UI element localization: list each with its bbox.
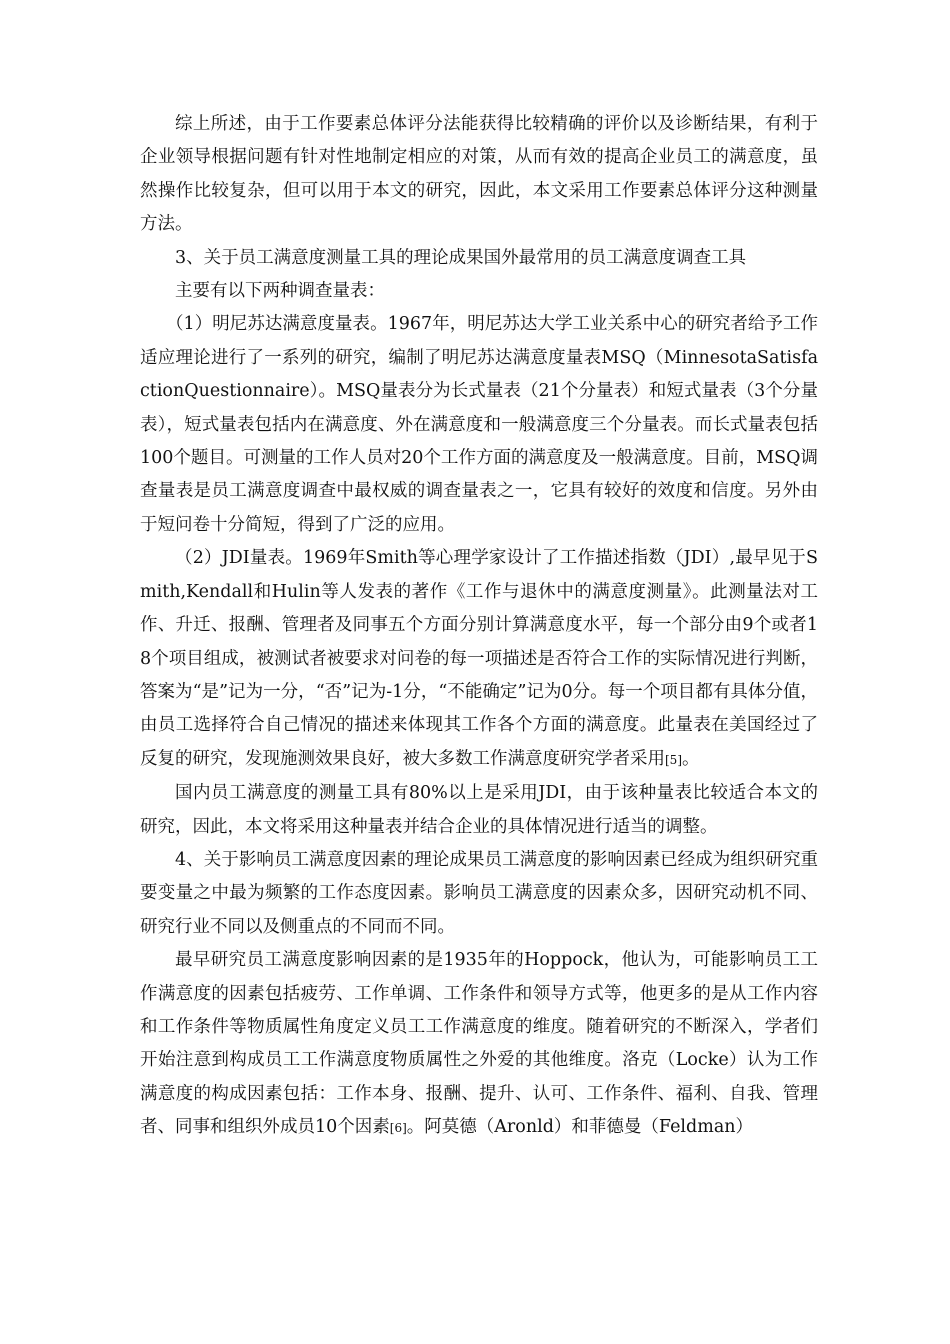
paragraph-domestic-jdi: 国内员工满意度的测量工具有80%以上是采用JDI，由于该种量表比较适合本文的研究，因此，本文将采用这种量表并结合企业的具体情况进行适当的调整。: [140, 783, 818, 837]
paragraph-scales-intro: 主要有以下两种调查量表：: [175, 281, 385, 302]
citation-6: [6]: [389, 1121, 407, 1136]
paragraph-jdi-tail: 。: [682, 748, 700, 769]
document-page: [140, 108, 818, 1146]
paragraph-heading-4: 4、关于影响员工满意度因素的理论成果员工满意度的影响因素已经成为组织研究重要变量之中最为频繁的工作态度因素。影响员工满意度的因素众多，因研究动机不同、研究行业不同以及侧重点的不同而不同。: [140, 849, 818, 937]
paragraph-msq: （1）明尼苏达满意度量表。1967年，明尼苏达大学工业关系中心的研究者给予工作适应理论进行了一系列的研究，编制了明尼苏达满意度量表MSQ（MinnesotaSatisfactionQuestionnaire）。MSQ量表分为长式量表（21个分量表）和短式量表（3个分量表），短式量表包括内在满意度、外在满意度和一般满意度三个分量表。而长式量表包括100个题目。可测量的工作人员对20个工作方面的满意度及一般满意度。目前，MSQ调查量表是员工满意度调查中最权威的调查量表之一，它具有较好的效度和信度。另外由于短问卷十分简短，得到了广泛的应用。: [140, 314, 818, 535]
paragraph-summary: 综上所述，由于工作要素总体评分法能获得比较精确的评价以及诊断结果，有利于企业领导根据问题有针对性地制定相应的对策，从而有效的提高企业员工的满意度，虽然操作比较复杂，但可以用于本文的研究，因此，本文采用工作要素总体评分这种测量方法。: [140, 114, 818, 235]
paragraph-hoppock-tail: 。阿莫德（Aronld）和菲德曼（Feldman）: [406, 1117, 754, 1138]
paragraph-heading-3: 3、关于员工满意度测量工具的理论成果国外最常用的员工满意度调查工具: [175, 247, 747, 268]
citation-5: [5]: [665, 752, 682, 767]
paragraph-jdi: [140, 542, 818, 777]
paragraph-hoppock: [140, 944, 818, 1145]
paragraph-jdi-text: （2）JDI量表。1969年Smith等心理学家设计了工作描述指数（JDI）,最早见于Smith,Kendall和Hulin等人发表的著作《工作与退休中的满意度测量》。此测量法对工作、升迁、报酬、管理者及同事五个方面分别计算满意度水平，每一个部分由9个或者18个项目组成，被测试者被要求对问卷的每一项描述是否符合工作的实际情况进行判断，答案为“是”记为一分，“否”记为-1分，“不能确定”记为0分。每一个项目都有具体分值，由员工选择符合自己情况的描述来体现其工作各个方面的满意度。此量表在美国经过了反复的研究，发现施测效果良好，被大多数工作满意度研究学者采用: [140, 548, 818, 769]
paragraph-hoppock-text: 最早研究员工满意度影响因素的是1935年的Hoppock，他认为，可能影响员工工作满意度的因素包括疲劳、工作单调、工作条件和领导方式等，他更多的是从工作内容和工作条件等物质属性角度定义员工工作满意度的维度。随着研究的不断深入，学者们开始注意到构成员工工作满意度物质属性之外爱的其他维度。洛克（Locke）认为工作满意度的构成因素包括：工作本身、报酬、提升、认可、工作条件、福利、自我、管理者、同事和组织外成员10个因素: [140, 950, 818, 1138]
